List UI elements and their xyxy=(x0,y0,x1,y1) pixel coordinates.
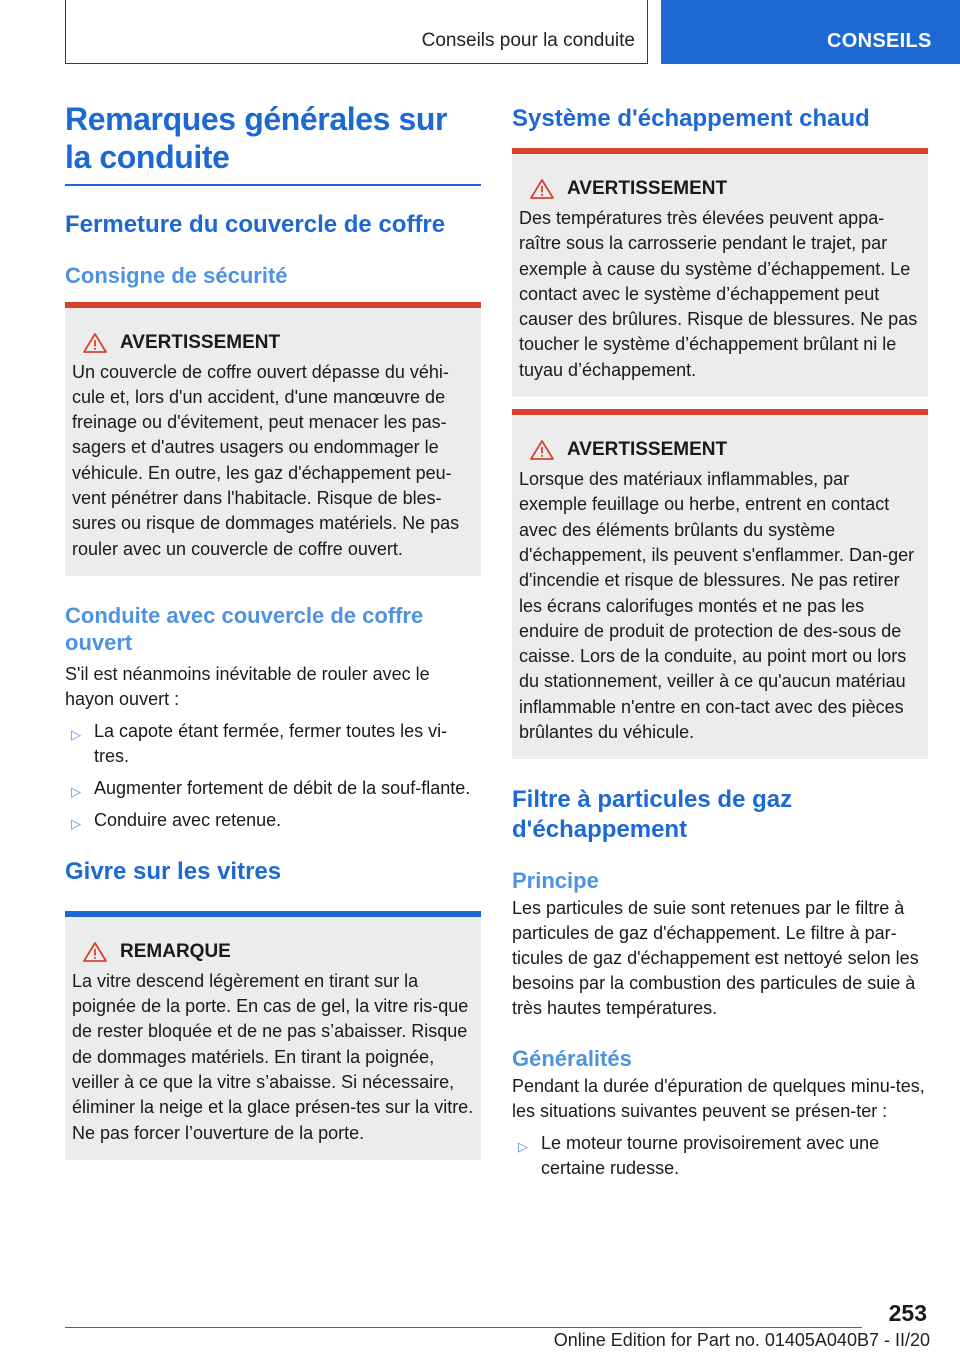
warning-title xyxy=(519,178,921,200)
triangle-right-icon: ▷ xyxy=(71,783,81,799)
footer-rule xyxy=(65,1327,862,1328)
exhaust-heading: Système d'échappement chaud xyxy=(512,105,870,132)
general-heading: Généralités xyxy=(512,1046,632,1072)
page-number: 253 xyxy=(888,1300,927,1326)
page-title: Remarques générales sur la conduite xyxy=(65,101,448,175)
warning-text: Un couvercle de coffre ouvert dépasse du véhi-cule et, lors d'un accident, d'une manœuvre de freinage ou d'évitement, peut menacer les pas-sagers et d'autres usagers ou endommager le véhicule. En outre, les gaz d'échappement peu-vent pénétrer dans l'habitacle. Risque de bles-sures ou risque de dommages matériels. Ne pas rouler avec un couvercle de coffre ouvert. xyxy=(72,361,460,559)
trunk-heading: Fermeture du couvercle de coffre xyxy=(65,210,446,238)
header-section-title: Conseils pour la conduite xyxy=(421,30,635,51)
list-item-text: Le moteur tourne provisoirement avec une certaine rudesse. xyxy=(541,1133,880,1179)
footer-edition: Online Edition for Part no. 01405A040B7 - II/20 xyxy=(553,1330,930,1350)
list-item xyxy=(65,776,481,801)
title-rule xyxy=(65,184,481,186)
exhaust-warning-box-1 xyxy=(512,148,928,397)
warning-title xyxy=(519,439,921,461)
warning-triangle-icon xyxy=(529,178,555,200)
list-item xyxy=(512,1131,928,1181)
warning-label: AVERTISSEMENT xyxy=(120,331,281,353)
warning-label: AVERTISSEMENT xyxy=(567,178,728,199)
right-column xyxy=(512,100,928,1181)
open-trunk-heading: Conduite avec couvercle de coffre ouvert xyxy=(65,602,424,655)
warning-triangle-icon xyxy=(529,439,555,461)
trunk-warning-box xyxy=(65,302,481,576)
list-item xyxy=(65,719,481,769)
safety-heading: Consigne de sécurité xyxy=(65,262,288,288)
general-text: Pendant la durée d'épuration de quelques minu-tes, les situations suivantes peuvent se présen-ter : xyxy=(512,1076,925,1122)
triangle-right-icon: ▷ xyxy=(71,726,81,742)
triangle-right-icon: ▷ xyxy=(518,1139,528,1155)
frost-heading: Givre sur les vitres xyxy=(65,857,282,885)
list-item-text: Conduire avec retenue. xyxy=(94,809,282,830)
warning-label: AVERTISSEMENT xyxy=(567,439,728,461)
warning-title xyxy=(72,332,474,354)
frost-note-box xyxy=(65,911,481,1160)
note-title xyxy=(72,941,474,963)
open-trunk-intro: S'il est néanmoins inévitable de rouler avec le hayon ouvert : xyxy=(65,663,430,709)
general-list xyxy=(512,1131,928,1181)
warning-triangle-icon xyxy=(82,332,108,354)
triangle-right-icon: ▷ xyxy=(71,815,81,831)
list-item-text: Augmenter fortement de débit de la souf-flante. xyxy=(94,777,471,798)
header-section-box xyxy=(65,0,648,64)
list-item-text: La capote étant fermée, fermer toutes les vi-tres. xyxy=(94,720,448,766)
note-label: REMARQUE xyxy=(120,940,231,962)
warning-text: Des températures très élevées peuvent appa-raître sous la carrosserie pendant le trajet, par exemple à cause du système d’échappement. Le contact avec le système d’échappement peut causer des brûlures. Risque de blessures. Ne pas toucher le système d’échappement brûlant ni le tuyau d’échappement. xyxy=(519,208,918,380)
header-chapter-title: CONSEILS xyxy=(827,30,932,52)
principle-text: Les particules de suie sont retenues par le filtre à particules de gaz d'échappement. Le filtre à par-ticules de gaz d'échappement est nettoyé selon les besoins par la combustion des particules de suie à très hautes températures. xyxy=(512,898,919,1019)
list-item xyxy=(65,808,481,833)
open-trunk-list xyxy=(65,719,481,833)
principle-heading: Principe xyxy=(512,868,599,894)
warning-triangle-icon xyxy=(82,941,108,963)
note-text: La vitre descend légèrement en tirant sur la poignée de la porte. En cas de gel, la vitre ris-que de rester bloquée et de ne pas s’abaisser. Risque de dommages matériels. En tirant la poignée, veiller à ce que la vitre s’abaisse. Si nécessaire, éliminer la neige et la glace présen-tes sur la vitre. Ne pas forcer l’ouverture de la porte. xyxy=(72,970,474,1143)
warning-text: Lorsque des matériaux inflammables, par exemple feuillage ou herbe, entrent en contact avec des éléments brûlants du système d'échappement, ils peuvent s'enflammer. Dan-ger d'incendie et risque de blessures. Ne pas retirer les écrans calorifuges montés et ne pas les enduire de produit de protection de des-sous de caisse. Lors de la conduite, au point mort ou lors du stationnement, veiller à ce qu'aucun matériau inflammable n'entre en con-tact avec des pièces brûlantes du véhicule. xyxy=(519,469,915,743)
header-chapter-tab xyxy=(661,0,960,64)
left-column xyxy=(65,100,481,1160)
exhaust-warning-box-2 xyxy=(512,409,928,759)
filter-heading: Filtre à particules de gaz d'échappement xyxy=(512,786,793,844)
